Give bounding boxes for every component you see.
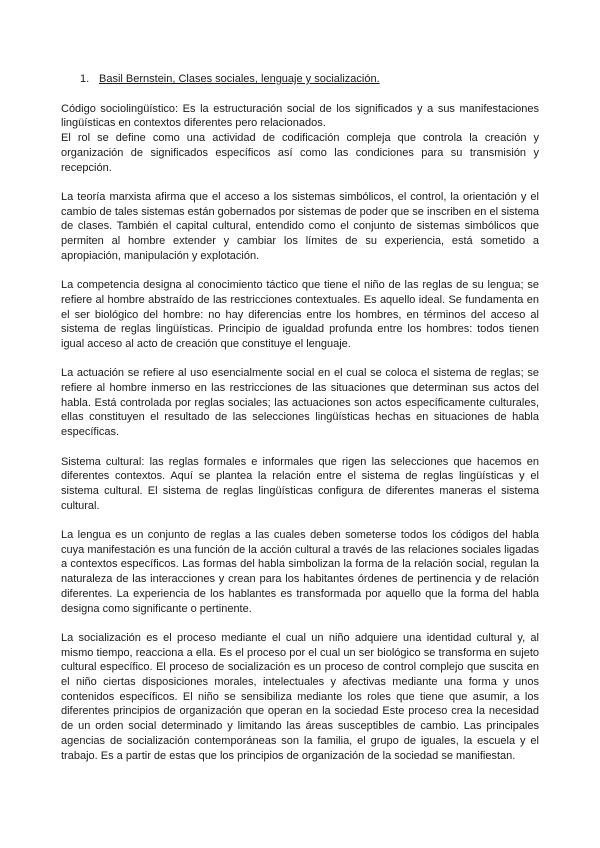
paragraph-text: La actuación se refiere al uso esencialmente social en el cual se coloca el sistema de reglas; se refiere al hombre inmerso en las restricciones de las situaciones que determinan sus actos del habla. Está controlada por reglas sociales; las actuaciones son actos específicamente culturales, ellas constituyen el resultado de las selecciones lingüísticas hechas en situaciones de habla específicas. [61, 367, 539, 439]
paragraph-competencia [61, 278, 539, 352]
heading-number: 1. [80, 73, 90, 85]
paragraph-text: Código sociolingüístico: Es la estructuración social de los significados y a sus manifestaciones lingüísticas en contextos diferentes pero relacionados. [61, 102, 539, 130]
paragraph-text: La teoría marxista afirma que el acceso a los sistemas simbólicos, el control, la orientación y el cambio de tales sistemas están gobernados por sistemas de poder que se inscriben en el sistema de clases. También el capital cultural, entendido como el conjunto de sistemas simbólicos que permiten al hombre extender y cambiar los límites de su experiencia, está sometido a apropiación, manipulación y explotación. [61, 190, 539, 262]
paragraph-text: La lengua es un conjunto de reglas a las cuales deben someterse todos los códigos del habla cuya manifestación es una función de la acción cultural a través de las relaciones sociales ligadas a contextos específicos. Las formas del habla simbolizan la forma de la relación social, regulan la naturaleza de las interacciones y crean para los habitantes órdenes de pertinencia y de relación diferentes. La experiencia de los hablantes es transformada por aquello que la forma del habla designa como significante o pertinente. [61, 529, 539, 615]
paragraph-teoria-marxista [61, 190, 539, 264]
paragraph-sistema-cultural [61, 455, 539, 514]
paragraph-actuacion [61, 366, 539, 440]
section-heading [61, 72, 539, 87]
paragraph-codigo-sociolinguistico [61, 102, 539, 176]
paragraph-text: La socialización es el proceso mediante el cual un niño adquiere una identidad cultural y, al mismo tiempo, reacciona a ella. Es el proceso por el cual un ser biológico se transforma en sujeto cultural específico. El proceso de socialización es un proceso de control complejo que suscita en el niño ciertas disposiciones morales, intelectuales y afectivas mediante una forma y unos contenidos específicos. El niño se sensibiliza mediante los roles que tiene que asumir, a los diferentes principios de organización que operan en la sociedad Este proceso crea la necesidad de un orden social determinado y limitando las áreas susceptibles de cambio. Las principales agencias de socialización contemporáneas son la familia, el grupo de iguales, la escuela y el trabajo. Es a partir de estas que los principios de organización de la sociedad se manifiestan. [61, 631, 539, 762]
paragraph-text: El rol se define como una actividad de codificación compleja que controla la creación y organización de significados específicos así como las condiciones para su transmisión y recepción. [61, 132, 539, 174]
paragraph-socializacion [61, 631, 539, 763]
paragraph-text: La competencia designa al conocimiento táctico que tiene el niño de las reglas de su lengua; se refiere al hombre abstraído de las restricciones contextuales. Es aquello ideal. Se fundamenta en el ser biológico del hombre: no hay diferencias entre los hombres, en términos del acceso al sistema de reglas lingüísticas. Principio de igualdad profunda entre los hombres: todos tienen igual acceso al acto de creación que constituye el lenguaje. [61, 279, 539, 350]
paragraph-lengua [61, 528, 539, 616]
paragraph-text: Sistema cultural: las reglas formales e informales que rigen las selecciones que hacemos en diferentes contextos. Aquí se plantea la relación entre el sistema de reglas lingüísticas y el sistema cultural. El sistema de reglas lingüísticas configura de diferentes maneras el sistema cultural. [61, 455, 539, 512]
heading-title: Basil Bernstein, Clases sociales, lenguaje y socialización. [99, 73, 380, 85]
